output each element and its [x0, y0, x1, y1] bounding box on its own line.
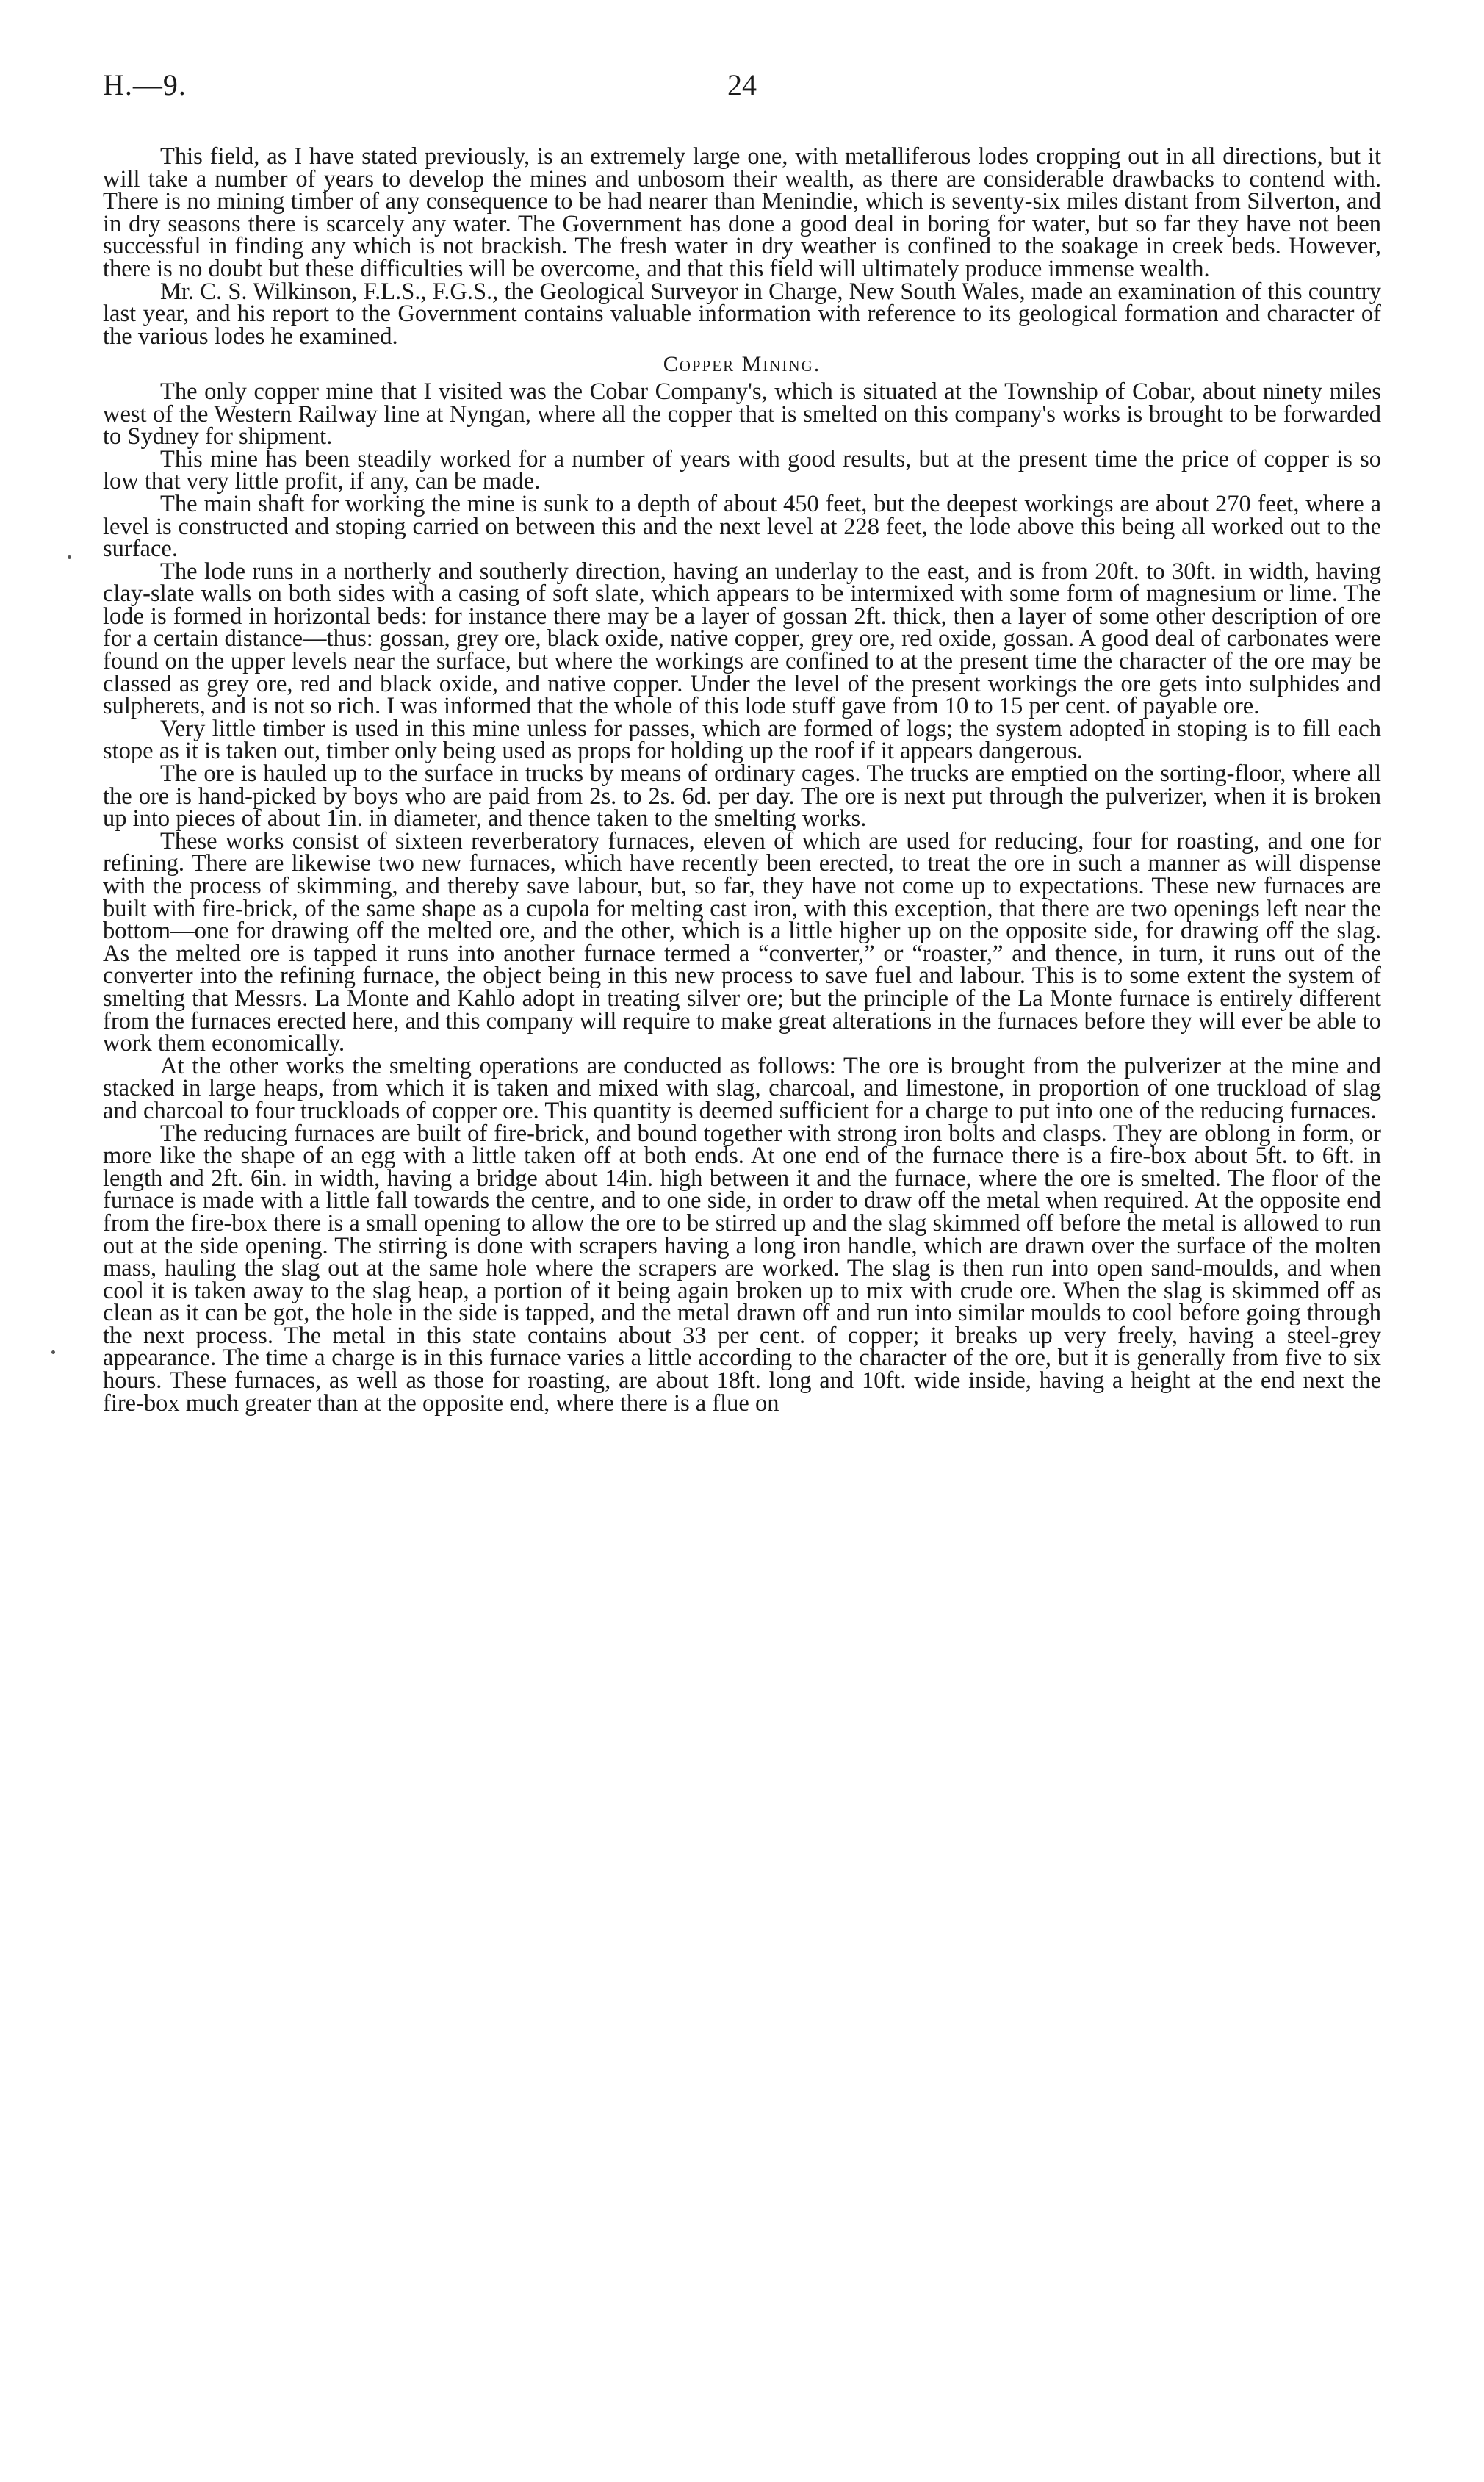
- paragraph: Mr. C. S. Wilkinson, F.L.S., F.G.S., the Geological Surveyor in Charge, New South Wales, made an examination of this country last year, and his report to the Government contains valuable information with reference to its geological formation and character of the various lodes he examined.: [103, 278, 1381, 350]
- paragraph: The ore is hauled up to the surface in trucks by means of ordinary cages. The trucks are emptied on the sorting-floor, where all the ore is hand-picked by boys who are paid from 2s. to 2s. 6d. per day. The ore is next put through the pulverizer, when it is broken up into pieces of about 1in. in diameter, and thence taken to the smelting works.: [103, 760, 1381, 832]
- paragraph: The main shaft for working the mine is sunk to a depth of about 450 feet, but the deepest workings are about 270 feet, where a level is constructed and stoping carried on between this and the next level at 228 feet, the lode above this being all worked out to the surface.: [103, 490, 1381, 563]
- margin-mark: [68, 555, 71, 559]
- paragraph: This mine has been steadily worked for a number of years with good results, but at the present time the price of copper is so low that very little profit, if any, can be made.: [103, 445, 1381, 495]
- page-header: [103, 68, 1381, 112]
- paragraph: These works consist of sixteen reverberatory furnaces, eleven of which are used for reducing, four for roasting, and one for refining. There are likewise two new furnaces, which have recently been erected, to treat the ore in such a manner as will dispense with the process of skimming, and thereby save labour, but, so far, they have not come up to expectations. These new furnaces are built with fire-brick, of the same shape as a cupola for melting cast iron, with this exception, that there are two openings left near the bottom—one for drawing off the melted ore, and the other, which is a little higher up on the opposite side, for drawing off the slag. As the melted ore is tapped it runs into another furnace termed a “converter,” or “roaster,” and thence, in turn, it runs out of the converter into the refining furnace, the object being in this new process to save fuel and labour. This is to some extent the system of smelting that Messrs. La Monte and Kahlo adopt in treating silver ore; but the principle of the La Monte furnace is entirely different from the furnaces erected here, and this company will require to make great alterations in the furnaces before they will ever be able to work them economically.: [103, 827, 1381, 1057]
- paragraph: This field, as I have stated previously, is an extremely large one, with metalliferous lodes cropping out in all directions, but it will take a number of years to develop the mines and unbosom their wealth, as there are considerable drawbacks to contend with. There is no mining timber of any consequence to be had nearer than Menindie, which is seventy-six miles distant from Silverton, and in dry seasons there is scarcely any water. The Government has done a good deal in boring for water, but so far they have not been successful in finding any which is not brackish. The fresh water in dry weather is confined to the soakage in creek beds. However, there is no doubt but these difficulties will be overcome, and that this field will ultimately produce immense wealth.: [103, 143, 1381, 282]
- paragraph: At the other works the smelting operations are conducted as follows: The ore is brought from the pulverizer at the mine and stacked in large heaps, from which it is taken and mixed with slag, charcoal, and limestone, in proportion of one truckload of slag and charcoal to four truckloads of copper ore. This quantity is deemed sufficient for a charge to put into one of the reducing furnaces.: [103, 1052, 1381, 1124]
- paragraph: The reducing furnaces are built of fire-brick, and bound together with strong iron bolts and clasps. They are oblong in form, or more like the shape of an egg with a little taken off at both ends. At one end of the furnace there is a fire-box about 5ft. to 6ft. in length and 2ft. 6in. in width, having a bridge about 14in. high between it and the furnace, where the ore is smelted. The floor of the furnace is made with a little fall towards the centre, and to one side, in order to draw off the metal when required. At the opposite end from the fire-box there is a small opening to allow the ore to be stirred up and the slag skimmed off before the metal is allowed to run out at the side opening. The stirring is done with scrapers having a long iron handle, which are drawn over the surface of the molten mass, hauling the slag out at the same hole where the scrapers are worked. The slag is then run into open sand-moulds, and when cool it is taken away to the slag heap, a portion of it being again broken up to mix with crude ore. When the slag is skimmed off as clean as it can be got, the hole in the side is tapped, and the metal drawn off and run into similar moulds to cool before going through the next process. The metal in this state contains about 33 per cent. of copper; it breaks up very freely, having a steel-grey appearance. The time a charge is in this furnace varies a little according to the character of the ore, but it is generally from five to six hours. These furnaces, as well as those for roasting, are about 18ft. long and 10ft. wide inside, having a height at the end next the fire-box much greater than at the opposite end, where there is a flue on: [103, 1120, 1381, 1417]
- paragraph: Very little timber is used in this mine unless for passes, which are formed of logs; the system adopted in stoping is to fill each stope as it is taken out, timber only being used as props for holding up the roof if it appears dangerous.: [103, 715, 1381, 765]
- margin-mark: [51, 1350, 55, 1354]
- paragraph: The only copper mine that I visited was the Cobar Company's, which is situated at the Township of Cobar, about ninety miles west of the Western Railway line at Nyngan, where all the copper that is smelted on this company's works is brought to be forwarded to Sydney for shipment.: [103, 378, 1381, 450]
- page-number: 24: [727, 68, 757, 101]
- paragraph: The lode runs in a northerly and southerly direction, having an underlay to the east, and is from 20ft. to 30ft. in width, having clay-slate walls on both sides with a casing of soft slate, which appears to be intermixed with some form of magnesium or lime. The lode is formed in horizontal beds: for instance there may be a layer of gossan 2ft. thick, then a layer of some other description of ore for a certain distance—thus: gossan, grey ore, black oxide, native copper, grey ore, red oxide, gossan. A good deal of carbonates were found on the upper levels near the surface, but where the workings are confined to at the present time the character of the ore may be classed as grey ore, red and black oxide, and native copper. Under the level of the present workings the ore gets into sulphides and sulpherets, and is not so rich. I was informed that the whole of this lode stuff gave from 10 to 15 per cent. of payable ore.: [103, 558, 1381, 720]
- section-heading: Copper Mining.: [663, 352, 821, 377]
- body-text: [103, 143, 1381, 1417]
- document-reference: H.—9.: [103, 68, 187, 101]
